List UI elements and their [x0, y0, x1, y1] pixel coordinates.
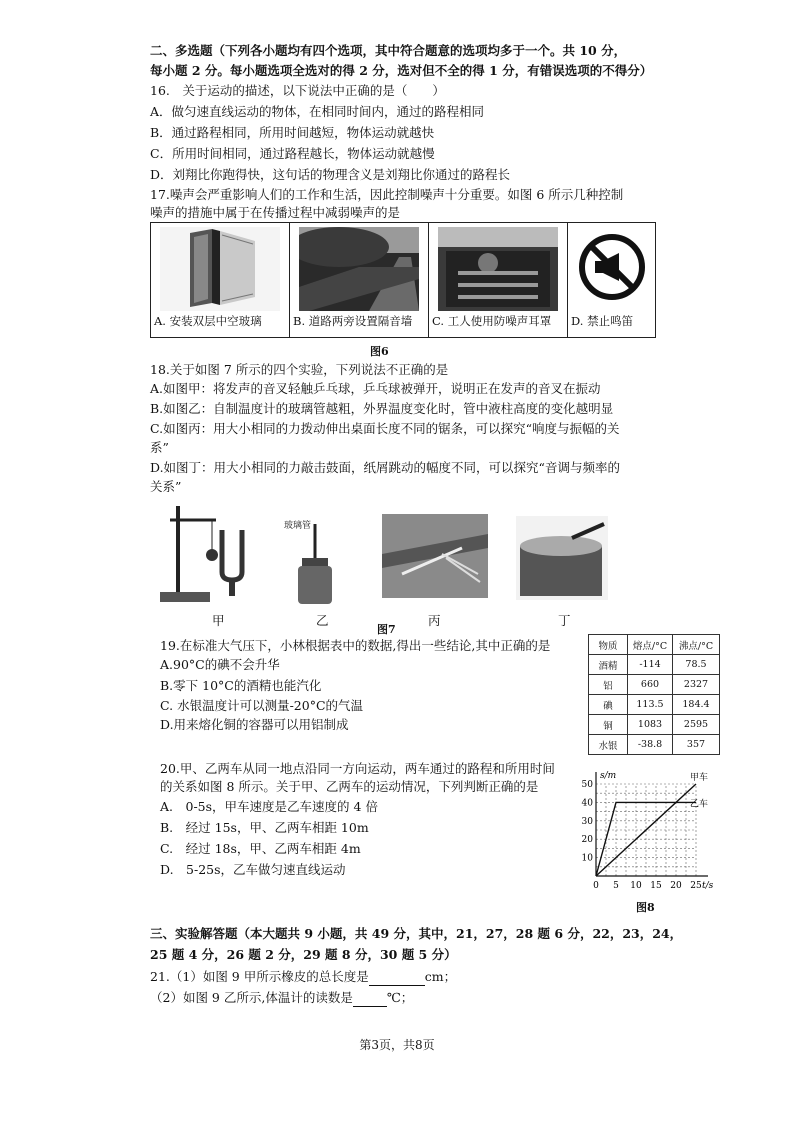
table-cell: 357 — [673, 735, 720, 755]
table-cell: -114 — [628, 655, 673, 675]
option-b-caption: B. 道路两旁设置隔音墙 — [293, 314, 413, 328]
option-a-caption: A. 安装双层中空玻璃 — [154, 314, 262, 328]
figure-7-label-bing: 丙 — [428, 613, 441, 628]
q19-option-c: C. 水银温度计可以测量-20°C的气温 — [160, 698, 364, 713]
table-cell: 2595 — [673, 715, 720, 735]
x-tick-label: 0 — [593, 881, 599, 891]
table-cell: 184.4 — [673, 695, 720, 715]
q19-stem: 19.在标准大气压下，小林根据表中的数据,得出一些结论,其中正确的是 — [160, 638, 551, 653]
y-tick-label: 40 — [581, 798, 593, 809]
y-tick-label: 10 — [581, 853, 593, 864]
q17-stem-line1: 17.噪声会严重影响人们的工作和生活，因此控制噪声十分重要。如图 6 所示几种控制 — [150, 187, 624, 202]
x-tick-label: 5 — [613, 881, 619, 891]
figure-7-label-ding: 丁 — [558, 613, 571, 628]
q20-stem-line1: 20.甲、乙两车从同一地点沿同一方向运动，两车通过的路程和所用时间 — [160, 761, 555, 776]
page-footer: 第3页，共8页 — [359, 1038, 435, 1052]
q18-option-d-line2: 关系” — [150, 479, 182, 494]
table-cell: -38.8 — [628, 735, 673, 755]
q18-option-c-line2: 系” — [150, 440, 169, 455]
table-cell: 碘 — [589, 695, 628, 715]
table-cell: 1083 — [628, 715, 673, 735]
glass-tube-label: 玻璃管 — [284, 521, 312, 531]
q19-option-b: B.零下 10°C的酒精也能汽化 — [160, 678, 322, 693]
figure-8-label: 图8 — [636, 901, 655, 914]
q21-part1 — [150, 968, 456, 986]
y-tick-label: 30 — [581, 816, 593, 827]
y-tick-label: 20 — [581, 835, 593, 846]
tuning-fork-experiment-figure — [160, 500, 260, 604]
q19-option-d: D.用来熔化铜的容器可以用铝制成 — [160, 717, 349, 732]
x-tick-label: 15 — [650, 881, 662, 891]
option-d-caption: D. 禁止鸣笛 — [571, 314, 634, 328]
drum-experiment-figure — [516, 516, 608, 600]
ear-protection-photo — [438, 227, 558, 311]
q21-part2-text: （2）如图 9 乙所示,体温计的读数是 — [150, 990, 353, 1005]
x-axis-label: t/s — [702, 881, 714, 891]
q16-stem: 16. 关于运动的描述，以下说法中正确的是（ ） — [150, 83, 445, 98]
table-cell: 铝 — [589, 675, 628, 695]
q16-option-c: C．所用时间相同，通过路程越长，物体运动就越慢 — [150, 146, 435, 161]
figure-6-table — [150, 222, 656, 338]
table-row — [589, 735, 720, 755]
table-cell: 660 — [628, 675, 673, 695]
table-cell: 78.5 — [673, 655, 720, 675]
q16-option-a: A．做匀速直线运动的物体，在相同时间内，通过的路程相同 — [150, 104, 485, 119]
table-row — [589, 695, 720, 715]
x-tick-label: 20 — [670, 881, 682, 891]
q18-stem: 18.关于如图 7 所示的四个实验，下列说法不正确的是 — [150, 362, 449, 377]
double-glazed-window-photo — [160, 227, 280, 311]
no-horn-sign-icon — [577, 227, 647, 311]
saw-blade-experiment-figure — [382, 514, 488, 598]
homemade-thermometer-figure — [282, 520, 352, 606]
figure-7-label: 图7 — [377, 623, 396, 636]
table-cell: 铜 — [589, 715, 628, 735]
y-axis-label: s/m — [600, 771, 617, 781]
figure-6-cell-d — [568, 223, 656, 338]
table-header: 沸点/°C — [673, 635, 720, 655]
q21-part2 — [150, 989, 413, 1007]
table-header-row — [589, 635, 720, 655]
figure-7-label-jia: 甲 — [212, 613, 225, 628]
q20-stem-line2: 的关系如图 8 所示。关于甲、乙两车的运动情况，下列判断正确的是 — [160, 779, 539, 794]
q21-part1-unit: cm； — [424, 969, 457, 984]
figure-6-label: 图6 — [370, 345, 389, 358]
q21-part1-text: 21.（1）如图 9 甲所示橡皮的总长度是 — [150, 969, 369, 984]
q18-option-c-line1: C.如图丙：用大小相同的力拨动伸出桌面长度不同的锯条，可以探究“响度与振幅的关 — [150, 421, 620, 436]
section-2-heading-line1: 二、多选题（下列各小题均有四个选项，其中符合题意的选项均多于一个。共 10 分， — [150, 43, 627, 58]
x-tick-label: 10 — [630, 881, 642, 891]
figure-8-st-graph — [570, 764, 720, 894]
q19-option-a: A.90°C的碘不会升华 — [160, 657, 280, 672]
sound-barrier-photo — [299, 227, 419, 311]
q18-option-a: A.如图甲：将发声的音叉轻触乒乓球，乒乓球被弹开，说明正在发声的音叉在振动 — [150, 381, 601, 396]
q21-part2-unit: ℃； — [386, 990, 414, 1005]
q16-option-b: B．通过路程相同，所用时间越短，物体运动就越快 — [150, 125, 435, 140]
q18-option-d-line1: D.如图丁：用大小相同的力敲击鼓面，纸屑跳动的幅度不同，可以探究“音调与频率的 — [150, 460, 620, 475]
q20-option-b: B. 经过 15s，甲、乙两车相距 10m — [160, 820, 369, 835]
series-label: 甲车 — [690, 773, 709, 783]
table-header: 熔点/°C — [628, 635, 673, 655]
table-row — [589, 655, 720, 675]
option-c-caption: C. 工人使用防噪声耳罩 — [432, 314, 552, 328]
section-3-heading-line2: 25 题 4 分，26 题 2 分，29 题 8 分，30 题 5 分） — [150, 947, 457, 962]
section-3-heading-line1: 三、实验解答题（本大题共 9 小题，共 49 分，其中，21，27，28 题 6 分，22，23，24， — [150, 926, 683, 941]
q17-stem-line2: 噪声的措施中属于在传播过程中减弱噪声的是 — [150, 205, 401, 220]
table-row — [589, 675, 720, 695]
y-tick-label: 50 — [581, 780, 593, 790]
q20-option-c: C. 经过 18s，甲、乙两车相距 4m — [160, 841, 361, 856]
figure-6-cell-a — [151, 223, 290, 338]
table-header: 物质 — [589, 635, 628, 655]
melting-boiling-point-table — [588, 634, 720, 755]
table-cell: 酒精 — [589, 655, 628, 675]
figure-7-label-yi: 乙 — [316, 613, 329, 628]
section-2-heading-line2: 每小题 2 分。每小题选项全选对的得 2 分，选对但不全的得 1 分，有错误选项的不得分） — [150, 63, 653, 78]
q21-part2-answer-blank[interactable] — [353, 992, 387, 1007]
table-cell: 113.5 — [628, 695, 673, 715]
q16-option-d: D．刘翔比你跑得快，这句话的物理含义是刘翔比你通过的路程长 — [150, 167, 511, 182]
figure-6-cell-b — [290, 223, 429, 338]
q21-part1-answer-blank[interactable] — [369, 971, 425, 986]
q20-option-a: A. 0-5s，甲车速度是乙车速度的 4 倍 — [160, 799, 378, 814]
q18-option-b: B.如图乙：自制温度计的玻璃管越粗，外界温度变化时，管中液柱高度的变化越明显 — [150, 401, 614, 416]
table-row — [589, 715, 720, 735]
figure-6-cell-c — [429, 223, 568, 338]
table-cell: 2327 — [673, 675, 720, 695]
series-label: 乙车 — [690, 799, 709, 810]
table-cell: 水银 — [589, 735, 628, 755]
q20-option-d: D. 5-25s，乙车做匀速直线运动 — [160, 862, 346, 877]
x-tick-label: 25 — [690, 881, 702, 891]
